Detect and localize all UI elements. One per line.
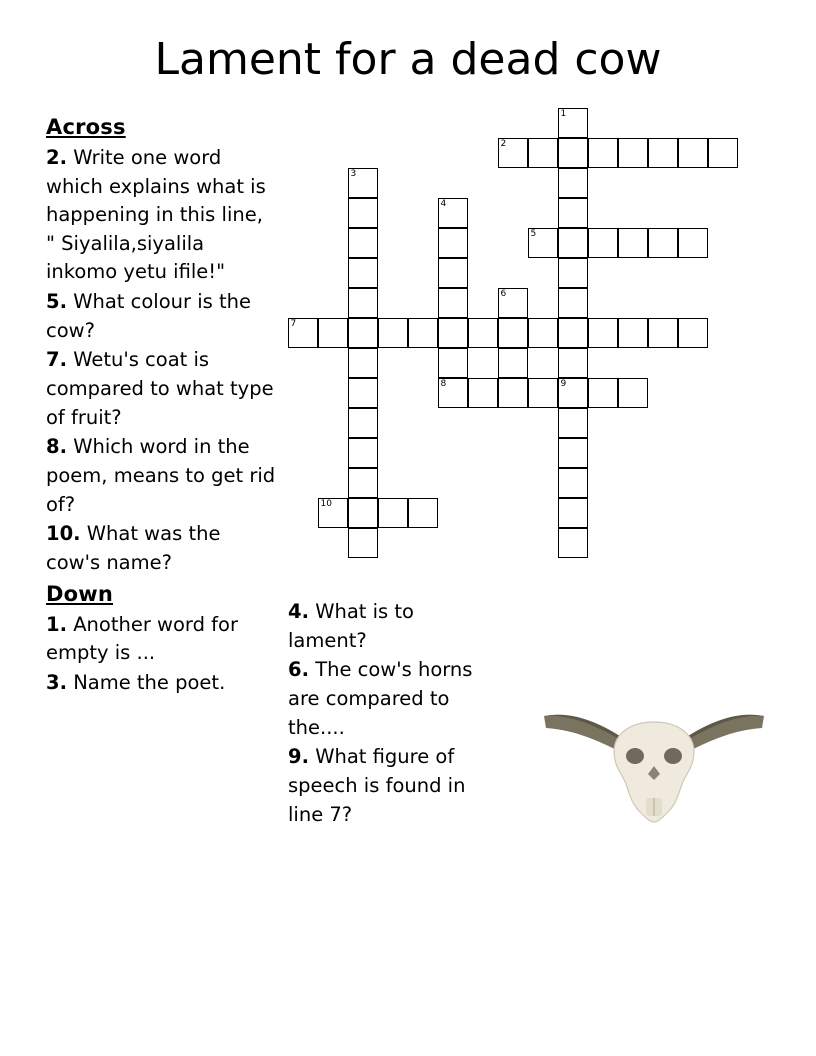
clue-down-4 [288,598,498,655]
cow-skull-illustration [536,700,772,830]
clue-across-5 [46,288,278,345]
grid-cell[interactable] [378,318,408,348]
grid-cell[interactable] [348,378,378,408]
grid-cell[interactable] [408,498,438,528]
grid-cell-number: 10 [320,499,332,509]
clue-across-7 [46,346,278,432]
grid-cell[interactable] [708,138,738,168]
grid-cell[interactable] [468,318,498,348]
down-clues-column [288,598,498,830]
grid-cell[interactable] [558,408,588,438]
grid-cell[interactable] [678,138,708,168]
clue-number: 9. [288,745,309,769]
grid-cell[interactable] [558,198,588,228]
clue-number: 8. [46,435,67,459]
clue-text: Another word for empty is ... [46,612,238,665]
grid-cell[interactable] [558,378,588,408]
grid-cell[interactable] [348,168,378,198]
grid-cell[interactable] [408,318,438,348]
grid-cell-number: 2 [500,139,507,149]
clue-text: Which word in the poem, means to get rid of? [46,435,276,516]
grid-cell[interactable] [558,108,588,138]
grid-cell[interactable] [558,168,588,198]
grid-cell[interactable] [558,288,588,318]
grid-cell[interactable] [558,138,588,168]
clue-number: 5. [46,290,67,314]
clue-text: Wetu's coat is compared to what type of fruit? [46,348,274,429]
grid-cell[interactable] [438,288,468,318]
grid-cell[interactable] [558,348,588,378]
grid-cell[interactable] [678,228,708,258]
grid-cell[interactable] [348,438,378,468]
grid-cell[interactable] [288,318,318,348]
grid-cell[interactable] [528,228,558,258]
across-clues-column [46,112,278,699]
grid-cell[interactable] [348,288,378,318]
grid-cell[interactable] [438,258,468,288]
clue-number: 7. [46,348,67,372]
grid-cell[interactable] [618,228,648,258]
grid-cell[interactable] [558,258,588,288]
grid-cell-number: 6 [500,289,507,299]
grid-cell[interactable] [558,438,588,468]
clue-text: What colour is the cow? [46,290,251,342]
grid-cell[interactable] [588,228,618,258]
grid-cell[interactable] [618,318,648,348]
grid-cell[interactable] [348,528,378,558]
clue-down-3 [46,669,278,698]
grid-cell[interactable] [558,468,588,498]
grid-cell[interactable] [318,318,348,348]
grid-cell[interactable] [438,378,468,408]
grid-cell[interactable] [498,318,528,348]
grid-cell[interactable] [648,228,678,258]
clue-text: Name the poet. [73,670,226,694]
grid-cell[interactable] [558,228,588,258]
clue-across-10 [46,520,278,577]
clue-text: Write one word which explains what is happening in this line, " Siyalila,siyalila inkomo yetu ifile!" [46,145,266,284]
clue-across-2 [46,144,278,287]
grid-cell-number: 9 [560,379,567,389]
clue-number: 4. [288,600,309,623]
grid-cell[interactable] [588,138,618,168]
grid-cell[interactable] [588,378,618,408]
grid-cell[interactable] [348,408,378,438]
clue-text: What figure of speech is found in line 7? [288,745,466,826]
grid-cell[interactable] [348,258,378,288]
grid-cell[interactable] [438,348,468,378]
grid-cell[interactable] [468,378,498,408]
grid-cell[interactable] [438,198,468,228]
clue-number: 10. [46,522,81,546]
clue-number: 2. [46,145,67,169]
clue-down-1 [46,611,278,668]
grid-cell[interactable] [648,318,678,348]
grid-cell[interactable] [588,318,618,348]
across-heading: Across [46,115,126,139]
grid-cell[interactable] [558,528,588,558]
grid-cell[interactable] [678,318,708,348]
grid-cell[interactable] [498,378,528,408]
grid-cell[interactable] [618,138,648,168]
clue-down-9 [288,743,498,829]
clue-number: 3. [46,670,67,694]
grid-cell[interactable] [618,378,648,408]
grid-cell[interactable] [648,138,678,168]
grid-cell-number: 8 [440,379,447,389]
grid-cell[interactable] [348,228,378,258]
grid-cell-number: 5 [530,229,537,239]
grid-cell[interactable] [438,228,468,258]
grid-cell[interactable] [378,498,408,528]
page-title: Lament for a dead cow [154,34,662,85]
grid-cell[interactable] [348,498,378,528]
clue-down-6 [288,656,498,742]
grid-cell-number: 7 [290,319,297,329]
grid-cell[interactable] [558,498,588,528]
clue-text: What is to lament? [288,600,414,652]
clue-number: 6. [288,658,309,682]
grid-cell[interactable] [528,378,558,408]
grid-cell[interactable] [558,318,588,348]
grid-cell[interactable] [528,138,558,168]
grid-cell[interactable] [498,348,528,378]
clue-text: The cow's horns are compared to the.... [288,658,473,739]
clue-number: 1. [46,612,67,636]
down-heading: Down [46,581,114,606]
clue-across-8 [46,433,278,519]
grid-cell[interactable] [498,138,528,168]
grid-cell[interactable] [438,318,468,348]
grid-cell[interactable] [318,498,348,528]
grid-cell-number: 3 [350,169,357,179]
grid-cell[interactable] [348,348,378,378]
crossword-grid[interactable] [288,108,748,588]
grid-cell[interactable] [348,468,378,498]
grid-cell[interactable] [528,318,558,348]
grid-cell[interactable] [348,198,378,228]
grid-cell[interactable] [348,318,378,348]
grid-cell[interactable] [498,288,528,318]
grid-cell-number: 4 [440,199,447,209]
clue-text: What was the cow's name? [46,522,221,575]
grid-cell-number: 1 [560,109,567,119]
